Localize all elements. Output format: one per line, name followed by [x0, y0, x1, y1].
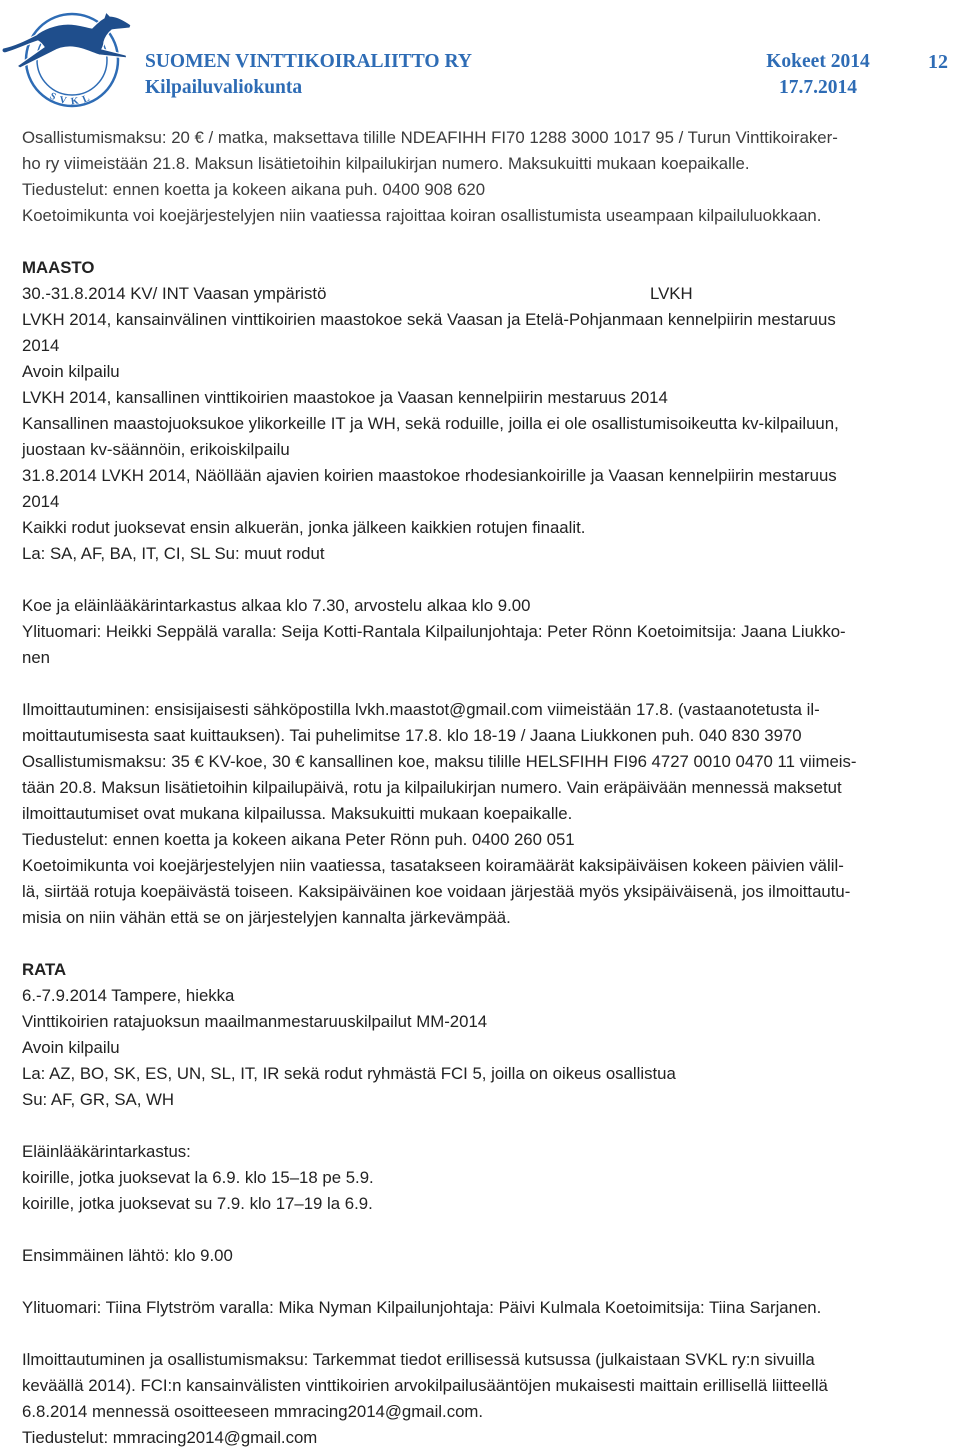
intro-line: Koetoimikunta voi koejärjestelyjen niin vaatiessa rajoittaa koiran osallistumista useampaan kilpailuluokkaan.	[22, 206, 822, 225]
blank-line	[22, 229, 940, 255]
maasto-registration-line: Koetoimikunta voi koejärjestelyjen niin vaatiessa, tasatakseen koiramäärät kaksipäiväisen kokeen päivien välil-	[22, 856, 844, 875]
maasto-officials-line: nen	[22, 648, 50, 667]
maasto-info-line: juostaan kv-säännöin, erikoiskilpailu	[22, 440, 290, 459]
maasto-registration-line: misia on niin vähän että se on järjestelyjen kannalta järkevämpää.	[22, 908, 511, 927]
svkl-logo	[0, 0, 135, 110]
maasto-event-date-location: 30.-31.8.2014 KV/ INT Vaasan ympäristö	[22, 284, 327, 303]
maasto-organizer: LVKH	[650, 284, 693, 303]
maasto-info-line: Kansallinen maastojuoksukoe ylikorkeille IT ja WH, sekä roduille, joilla ei ole osallistumisoikeutta kv-kilpailuun,	[22, 414, 839, 433]
maasto-registration-line: Tiedustelut: ennen koetta ja kokeen aikana Peter Rönn puh. 0400 260 051	[22, 830, 575, 849]
rata-heading: RATA	[22, 960, 67, 979]
blank-line	[22, 1113, 940, 1139]
maasto-info-line: La: SA, AF, BA, IT, CI, SL Su: muut rodut	[22, 544, 325, 563]
blank-line	[22, 1217, 940, 1243]
maasto-info-line: Avoin kilpailu	[22, 362, 120, 381]
document-title: Kokeet 2014	[766, 51, 870, 72]
rata-info-line: Vinttikoirien ratajuoksun maailmanmestaruuskilpailut MM-2014	[22, 1012, 488, 1031]
maasto-registration-line: moittautumisesta saat kuittauksen). Tai puhelimitse 17.8. klo 18-19 / Jaana Liukkonen puh. 040 830 3970	[22, 726, 802, 745]
maasto-registration-line: Osallistumismaksu: 35 € KV-koe, 30 € kansallinen koe, maksu tilille HELSFIHH FI96 4727 0010 0470 11 viimeis-	[22, 752, 857, 771]
rata-info-line: Su: AF, GR, SA, WH	[22, 1090, 174, 1109]
rata-vet-check-line: koirille, jotka juoksevat su 7.9. klo 17–19 la 6.9.	[22, 1194, 373, 1213]
maasto-info-line: 2014	[22, 492, 60, 511]
committee-name: Kilpailuvaliokunta	[145, 77, 303, 98]
rata-registration-line: Tiedustelut: mmracing2014@gmail.com	[22, 1428, 318, 1447]
greyhound-icon	[2, 12, 131, 68]
intro-line: ho ry viimeistään 21.8. Maksun lisätietoihin kilpailukirjan numero. Maksukuitti mukaan koepaikalle.	[22, 154, 750, 173]
maasto-heading: MAASTO	[22, 258, 95, 277]
maasto-schedule: Koe ja eläinlääkärintarkastus alkaa klo 7.30, arvostelu alkaa klo 9.00	[22, 596, 531, 615]
rata-section	[22, 957, 940, 1451]
rata-vet-check-line: koirille, jotka juoksevat la 6.9. klo 15–18 pe 5.9.	[22, 1168, 374, 1187]
rata-registration-line: Ilmoittautuminen ja osallistumismaksu: Tarkemmat tiedot erillisessä kutsussa (julkaistaan SVKL ry:n sivuilla	[22, 1350, 815, 1369]
maasto-registration-line: lä, siirtää rotuja koepäivästä toiseen. Kaksipäiväinen koe voidaan järjestää myös yksipäiväisenä, jos ilmoittautu-	[22, 882, 851, 901]
document-date: 17.7.2014	[779, 77, 857, 98]
rata-vet-check-title: Eläinlääkärintarkastus:	[22, 1142, 191, 1161]
rata-first-start: Ensimmäinen lähtö: klo 9.00	[22, 1246, 233, 1265]
blank-line	[22, 931, 940, 957]
intro-line: Osallistumismaksu: 20 € / matka, maksettava tilille NDEAFIHH FI70 1288 3000 1017 95 / Turun Vinttikoiraker-	[22, 128, 838, 147]
rata-info-line: 6.-7.9.2014 Tampere, hiekka	[22, 986, 235, 1005]
maasto-registration-line: ilmoittautumiset ovat mukana kilpailussa. Maksukuitti mukaan koepaikalle.	[22, 804, 573, 823]
blank-line	[22, 671, 940, 697]
page-header	[0, 0, 960, 110]
blank-line	[22, 1269, 940, 1295]
maasto-event-line	[22, 281, 940, 307]
document-body	[22, 125, 940, 1451]
maasto-info-line: LVKH 2014, kansainvälinen vinttikoirien maastokoe sekä Vaasan ja Etelä-Pohjanmaan kennelpiirin mestaruus	[22, 310, 836, 329]
organization-name: SUOMEN VINTTIKOIRALIITTO RY	[145, 51, 472, 72]
intro-line: Tiedustelut: ennen koetta ja kokeen aikana puh. 0400 908 620	[22, 180, 486, 199]
maasto-info-line: 31.8.2014 LVKH 2014, Näöllään ajavien koirien maastokoe rhodesiankoirille ja Vaasan kennelpiirin mestaruus	[22, 466, 837, 485]
rata-registration-line: 6.8.2014 mennessä osoitteeseen mmracing2014@gmail.com.	[22, 1402, 484, 1421]
maasto-officials-line: Ylituomari: Heikki Seppälä varalla: Seija Kotti-Rantala Kilpailunjohtaja: Peter Rönn Koetoimitsija: Jaana Liukko-	[22, 622, 846, 641]
maasto-info-line: LVKH 2014, kansallinen vinttikoirien maastokoe ja Vaasan kennelpiirin mestaruus 2014	[22, 388, 668, 407]
maasto-registration-line: tään 20.8. Maksun lisätietoihin kilpailupäivä, rotu ja kilpailukirjan numero. Vain eräpäivään mennessä maksetut	[22, 778, 842, 797]
intro-section	[22, 125, 940, 229]
rata-officials: Ylituomari: Tiina Flytström varalla: Mika Nyman Kilpailunjohtaja: Päivi Kulmala Koetoimitsija: Tiina Sarjanen.	[22, 1298, 822, 1317]
blank-line	[22, 567, 940, 593]
page-number: 12	[928, 51, 948, 73]
blank-line	[22, 1321, 940, 1347]
rata-registration-line: keväällä 2014). FCI:n kansainvälisten vinttikoirien arvokilpailusääntöjen mukaisesti maittain erillisellä liitteellä	[22, 1376, 828, 1395]
maasto-info-line: Kaikki rodut juoksevat ensin alkuerän, jonka jälkeen kaikkien rotujen finaalit.	[22, 518, 586, 537]
maasto-section	[22, 255, 940, 931]
rata-info-line: La: AZ, BO, SK, ES, UN, SL, IT, IR sekä rodut ryhmästä FCI 5, joilla on oikeus osallistua	[22, 1064, 676, 1083]
rata-info-line: Avoin kilpailu	[22, 1038, 120, 1057]
maasto-info-line: 2014	[22, 336, 60, 355]
logo-lettering: SVKL	[48, 90, 96, 108]
maasto-registration-line: Ilmoittautuminen: ensisijaisesti sähköpostilla lvkh.maastot@gmail.com viimeistään 17.8. (vastaanotetusta il-	[22, 700, 820, 719]
